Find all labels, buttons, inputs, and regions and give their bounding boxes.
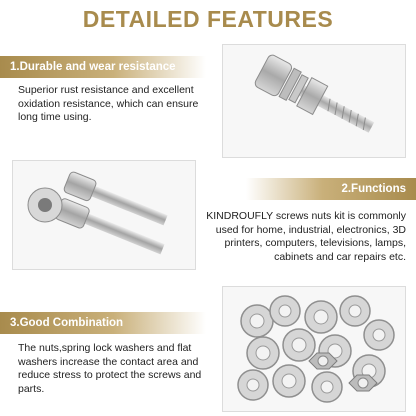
page-title: DETAILED FEATURES [82,6,334,32]
feature-3-banner [0,312,206,334]
two-hex-socket-screws-photo [13,161,195,269]
screw-with-nut-and-washers-photo [223,45,405,157]
feature-1-photo [222,44,406,158]
feature-1-text: Superior rust resistance and excellent oxidation resistance, which can ensure long time using. [18,84,199,123]
feature-1-heading: 1.Durable and wear resistance [10,61,176,73]
feature-3-text: The nuts,spring lock washers and flat washers increase the contact area and reduce stress to protect the screws and parts. [18,342,202,395]
feature-2-heading: 2.Functions [341,183,406,195]
feature-2-text: KINDROUFLY screws nuts kit is commonly used for home, industrial, electronics, 3D printers, computers, televisions, lamps, cabinets and car repairs etc. [206,210,406,263]
feature-1-banner [0,56,206,78]
feature-2-banner [246,178,416,200]
feature-3-photo [222,286,406,412]
feature-2-photo [12,160,196,270]
feature-3-heading: 3.Good Combination [10,317,124,329]
pile-of-washers-and-nuts-photo [223,287,405,411]
